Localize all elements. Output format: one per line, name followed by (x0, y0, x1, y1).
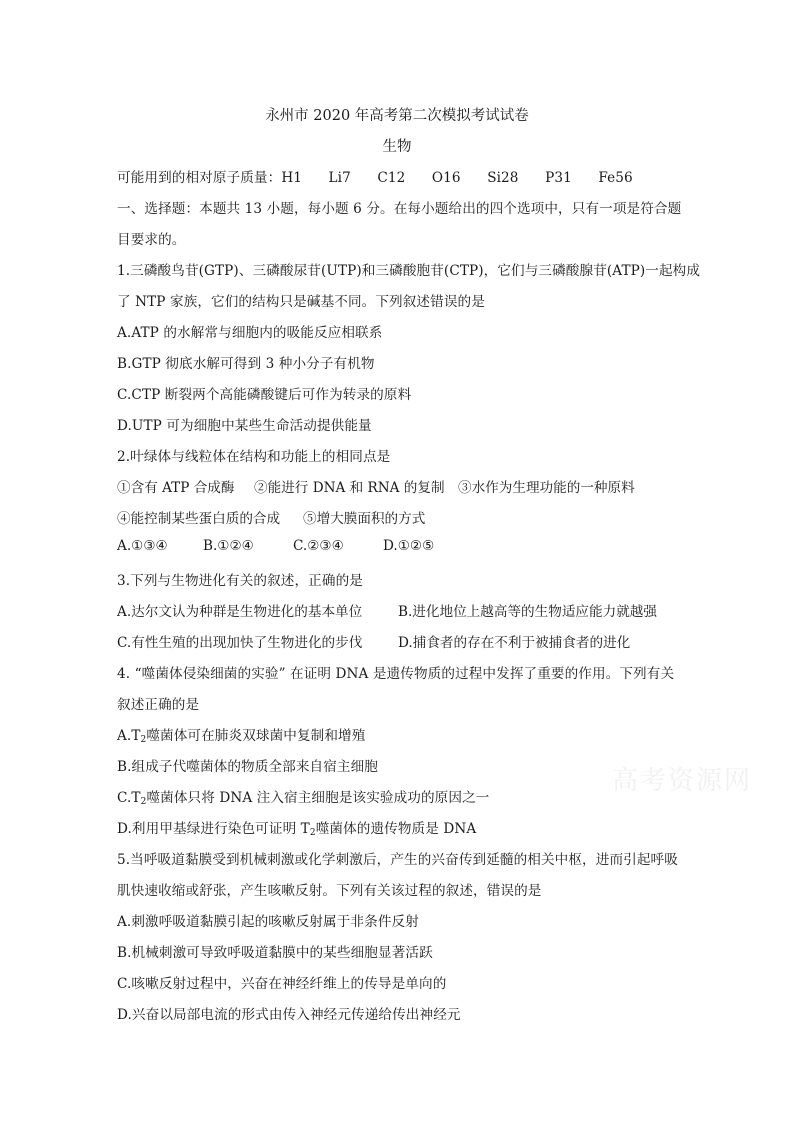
q2-option-d: D.①②⑤ (383, 538, 435, 554)
section-heading-line-1: 一、选择题：本题共 13 小题，每小题 6 分。在每小题给出的四个选项中，只有一项是符合题 (117, 201, 682, 217)
q2-option-c: C.②③④ (293, 538, 344, 554)
q1-option-a: A.ATP 的水解常与细胞内的吸能反应相联系 (117, 325, 383, 341)
watermark: 高考资源网 (612, 766, 753, 796)
q4-option-d-text: 噬菌体的遗传物质是 DNA (315, 821, 477, 837)
q4-option-d-prefix: D.利用甲基绿进行染色可证明 T (117, 821, 310, 837)
q2-statement-4: ④能控制某些蛋白质的合成 (117, 511, 281, 527)
q1-option-b: B.GTP 彻底水解可得到 3 种小分子有机物 (117, 356, 375, 372)
q2-stem: 2.叶绿体与线粒体在结构和功能上的相同点是 (117, 449, 391, 465)
section-heading-line-2: 目要求的。 (117, 232, 186, 248)
q1-option-d: D.UTP 可为细胞中某些生命活动提供能量 (117, 418, 372, 434)
q2-statement-2: ②能进行 DNA 和 RNA 的复制 (254, 480, 445, 496)
q4-option-a-subscript: 2 (140, 735, 147, 745)
q3-option-a: A.达尔文认为种群是生物进化的基本单位 (117, 604, 363, 620)
q1-stem-line-1: 1.三磷酸鸟苷(GTP)、三磷酸尿苷(UTP)和三磷酸胞苷(CTP)，它们与三磷酸腺苷(ATP)一起构成 (117, 263, 701, 279)
q4-option-c-prefix: C.T (117, 790, 141, 806)
q1-option-c: C.CTP 断裂两个高能磷酸键后可作为转录的原料 (117, 387, 412, 403)
q2-option-a: A.①③④ (117, 538, 168, 554)
q4-option-d-subscript: 2 (309, 828, 316, 838)
q4-option-c-subscript: 2 (140, 797, 147, 807)
q4-option-a-text: 噬菌体可在肺炎双球菌中复制和增殖 (146, 728, 366, 744)
q3-stem: 3.下列与生物进化有关的叙述，正确的是 (117, 573, 363, 589)
q2-option-b: B.①②④ (203, 538, 254, 554)
q4-option-c-text: 噬菌体只将 DNA 注入宿主细胞是该实验成功的原因之一 (146, 790, 490, 806)
q3-option-d: D.捕食者的存在不利于被捕食者的进化 (398, 635, 631, 651)
q3-option-b: B.进化地位上越高等的生物适应能力就越强 (398, 604, 657, 620)
q2-statement-5: ⑤增大膜面积的方式 (303, 511, 426, 527)
q4-option-c (117, 786, 489, 807)
q4-stem-line-2: 叙述正确的是 (117, 697, 200, 713)
q4-option-a (117, 724, 365, 745)
q5-stem-line-1: 5.当呼吸道黏膜受到机械刺激或化学刺激后，产生的兴奋传到延髓的相关中枢，进而引起呼吸 (117, 852, 678, 868)
q4-option-b: B.组成子代噬菌体的物质全部来自宿主细胞 (117, 759, 378, 775)
q5-stem-line-2: 肌快速收缩或舒张，产生咳嗽反射。下列有关该过程的叙述，错误的是 (117, 883, 542, 899)
q4-stem-line-1: 4. “噬菌体侵染细菌的实验” 在证明 DNA 是遗传物质的过程中发挥了重要的作用。下列有关 (117, 666, 675, 682)
q4-option-a-prefix: A.T (117, 728, 141, 744)
q2-statement-3: ③水作为生理功能的一种原料 (458, 480, 635, 496)
q2-statement-1: ①含有 ATP 合成酶 (117, 480, 235, 496)
q1-stem-line-2: 了 NTP 家族，它们的结构只是碱基不同。下列叙述错误的是 (117, 294, 485, 310)
q5-option-d: D.兴奋以局部电流的形式由传入神经元传递给传出神经元 (117, 1007, 461, 1023)
exam-title: 永州市 2020 年高考第二次模拟考试试卷 (265, 108, 529, 124)
q3-option-c: C.有性生殖的出现加快了生物进化的步伐 (117, 635, 363, 651)
atomic-masses-line: 可能用到的相对原子质量：H1 Li7 C12 O16 Si28 P31 Fe56 (117, 170, 633, 186)
q5-option-a: A.刺激呼吸道黏膜引起的咳嗽反射属于非条件反射 (117, 914, 419, 930)
subject-title: 生物 (382, 139, 412, 155)
q5-option-b: B.机械刺激可导致呼吸道黏膜中的某些细胞显著活跃 (117, 945, 433, 961)
q5-option-c: C.咳嗽反射过程中，兴奋在神经纤维上的传导是单向的 (117, 976, 447, 992)
q4-option-d (117, 817, 476, 838)
